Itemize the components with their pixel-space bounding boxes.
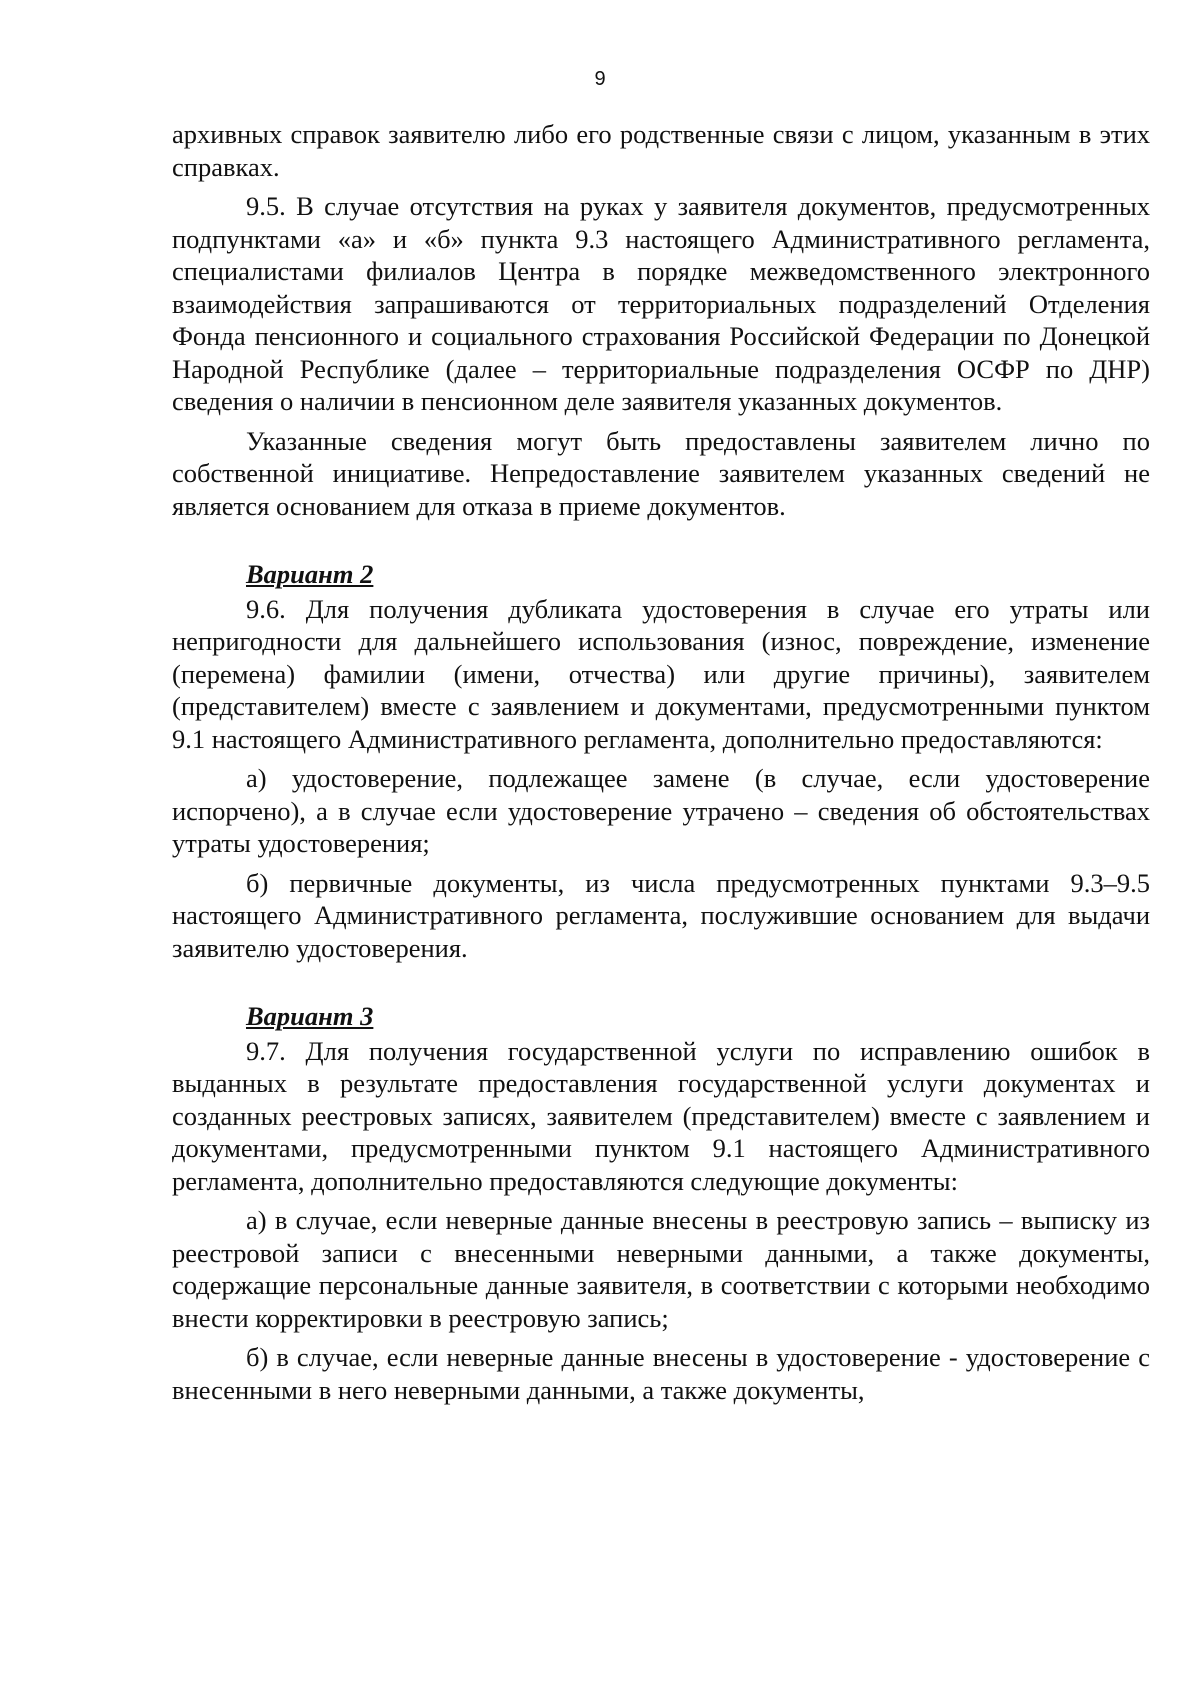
heading-variant-2: Вариант 2 xyxy=(246,559,374,589)
paragraph-9-5-note: Указанные сведения могут быть предоставлены заявителем лично по собственной инициативе. Непредоставление заявителем указанных сведений не является основанием для отказа в приеме документов. xyxy=(172,425,1150,521)
paragraph-9-7-a: а) в случае, если неверные данные внесены в реестровую запись – выписку из реестровой записи с внесенными неверными данными, а также документы, содержащие персональные данные заявителя, в соответствии с которыми необходимо внести корректировки в реестровую запись; xyxy=(172,1205,1150,1333)
document-body xyxy=(172,118,1150,1406)
paragraph-9-7-b: б) в случае, если неверные данные внесены в удостоверение - удостоверение с внесенными в него неверными данными, а также документы, xyxy=(172,1342,1150,1405)
paragraph-9-6-a: а) удостоверение, подлежащее замене (в случае, если удостоверение испорчено), а в случае если удостоверение утрачено – сведения об обстоятельствах утраты удостоверения; xyxy=(172,763,1150,858)
heading-variant-3: Вариант 3 xyxy=(246,1001,374,1031)
page-number: 9 xyxy=(594,68,606,90)
paragraph-9-6-b: б) первичные документы, из числа предусмотренных пунктами 9.3–9.5 настоящего Административного регламента, послужившие основанием для выдачи заявителю удостоверения. xyxy=(172,867,1150,963)
paragraph-9-5: 9.5. В случае отсутствия на руках у заявителя документов, предусмотренных подпунктами «а» и «б» пункта 9.3 настоящего Административного регламента, специалистами филиалов Центра в порядке межведомственного электронного взаимодействия запрашиваются от территориальных подразделений Отделения Фонда пенсионного и социального страхования Российской Федерации по Донецкой Народной Республике (далее – территориальные подразделения ОСФР по ДНР) сведения о наличии в пенсионном деле заявителя указанных документов. xyxy=(172,191,1150,416)
paragraph-9-6: 9.6. Для получения дубликата удостоверения в случае его утраты или непригодности для дальнейшего использования (износ, повреждение, изменение (перемена) фамилии (имени, отчества) или другие причины), заявителем (представителем) вместе с заявлением и документами, предусмотренными пунктом 9.1 настоящего Административного регламента, дополнительно предоставляются: xyxy=(172,593,1150,754)
paragraph-9-7: 9.7. Для получения государственной услуги по исправлению ошибок в выданных в результате предоставления государственной услуги документах и созданных реестровых записях, заявителем (представителем) вместе с заявлением и документами, предусмотренными пунктом 9.1 настоящего Административного регламента, дополнительно предоставляются следующие документы: xyxy=(172,1035,1150,1196)
paragraph-continuation: архивных справок заявителю либо его родственные связи с лицом, указанным в этих справках. xyxy=(172,119,1150,182)
